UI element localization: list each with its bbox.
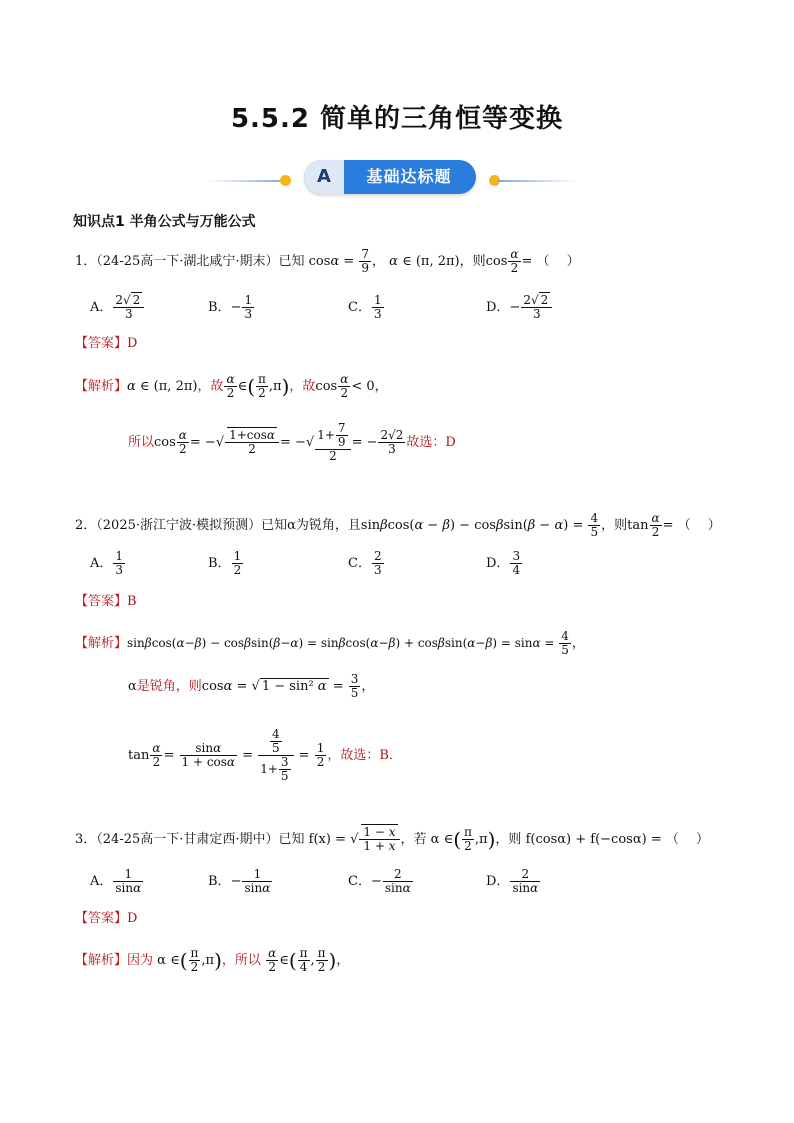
q3-option-a: A． $\frac{1}{\sin\alpha}$: [90, 867, 142, 895]
q2-option-d: D． $\frac{3}{4}$: [486, 549, 521, 577]
q3-analysis-line1: 【解析】因为 α ∈( $\frac{\pi}{2}$ ,π)，所以 $\frac{\alpha}{2}$ ∈( $\frac{\pi}{4}$ , $\frac{\pi}{2}$ )，: [75, 946, 350, 974]
answer-value: D: [127, 336, 138, 351]
divider-left: [205, 180, 285, 182]
answer-value: D: [127, 911, 138, 926]
q1-option-d: D．− $\frac{2√ 2}{3}$: [486, 294, 553, 321]
q3-option-d: D． $\frac{2}{\sin\alpha}$: [486, 867, 539, 895]
answer-tag: 【答案】: [75, 911, 128, 926]
q2-stem: 2．（2025·浙江宁波·模拟预测）已知α为锐角，且sinβcos(α − β) − cosβsin(β − α) = $\frac{4}{5}$ ，则tan $\frac{\alpha}{2}$ = （ ）: [75, 511, 721, 539]
q1-analysis-line2: 所以cos $\frac{\alpha}{2}$ = −√ $\frac{1+\cos\alpha}{2}$ = −√ 1+ $\frac{7}{9}$ 2 = − $\frac{2√2}{3}$ 故选：D: [128, 421, 456, 463]
q2-option-b: B． $\frac{1}{2}$: [208, 549, 242, 577]
dot-left: [280, 175, 291, 186]
q1-option-b: B．− $\frac{1}{3}$: [208, 293, 253, 321]
q3-stem: 3．（24-25高一下·甘肃定西·期中）已知 f(x) = √ $\frac{1 - x}{1 + x}$ ，若 α ∈( $\frac{\pi}{2}$ ,π)，则 f(cosα) + f(−cosα) = （ ）: [75, 825, 709, 853]
q1-stem: 1．（24-25高一下·湖北咸宁·期末）已知 cosα = $\frac{7}{9}$ ， α ∈ (π, 2π)，则cos $\frac{\alpha}{2}$ = （ ）: [75, 247, 580, 275]
q1-stem-text: 1．（24-25高一下·湖北咸宁·期末）已知: [75, 254, 305, 269]
q2-option-c: C． $\frac{2}{3}$: [348, 549, 382, 577]
q3-answer: [75, 911, 137, 927]
section-heading: 知识点1 半角公式与万能公式: [73, 214, 256, 230]
answer-tag: 【答案】: [75, 336, 128, 351]
answer-tag: 【答案】: [75, 594, 128, 609]
q3-option-c: C．− $\frac{2}{\sin\alpha}$: [348, 867, 411, 895]
q2-option-a: A． $\frac{1}{3}$: [90, 549, 124, 577]
page-title: 5.5.2 简单的三角恒等变换: [230, 104, 564, 134]
divider-right: [498, 180, 578, 182]
answer-value: B: [127, 594, 137, 609]
q2-answer: [75, 594, 137, 610]
q3-option-b: B．− $\frac{1}{\sin\alpha}$: [208, 867, 271, 895]
q2-analysis-line1: 【解析】sinβcos(α−β) − cosβsin(β−α) = sinβcos(α−β) + cosβsin(α−β) = sinα = $\frac{4}{5}$ ，: [75, 629, 585, 657]
q2-analysis-line3: tan $\frac{\alpha}{2}$ = $\frac{\sin\alpha}{1 + \cos\alpha}$ = $\frac{4}{5}$ 1+ $\frac{3}{5}$ = $\frac{1}{2}$ ，故选：B．: [128, 727, 402, 783]
badge-label: 基础达标题: [366, 167, 452, 186]
badge-letter: A: [304, 160, 344, 194]
q1-option-c: C． $\frac{1}{3}$: [348, 293, 382, 321]
q1-option-a: A． $\frac{2√ 2}{3}$: [90, 294, 145, 321]
q2-analysis-line2: α是锐角，则cosα = √ 1 − sin² α = $\frac{3}{5}$ ，: [128, 672, 375, 700]
q1-analysis-line1: 【解析】α ∈ (π, 2π)，故 $\frac{\alpha}{2}$ ∈( $\frac{\pi}{2}$ ,π)，故cos $\frac{\alpha}{2}$ < 0，: [75, 372, 388, 400]
q1-answer: [75, 336, 137, 352]
